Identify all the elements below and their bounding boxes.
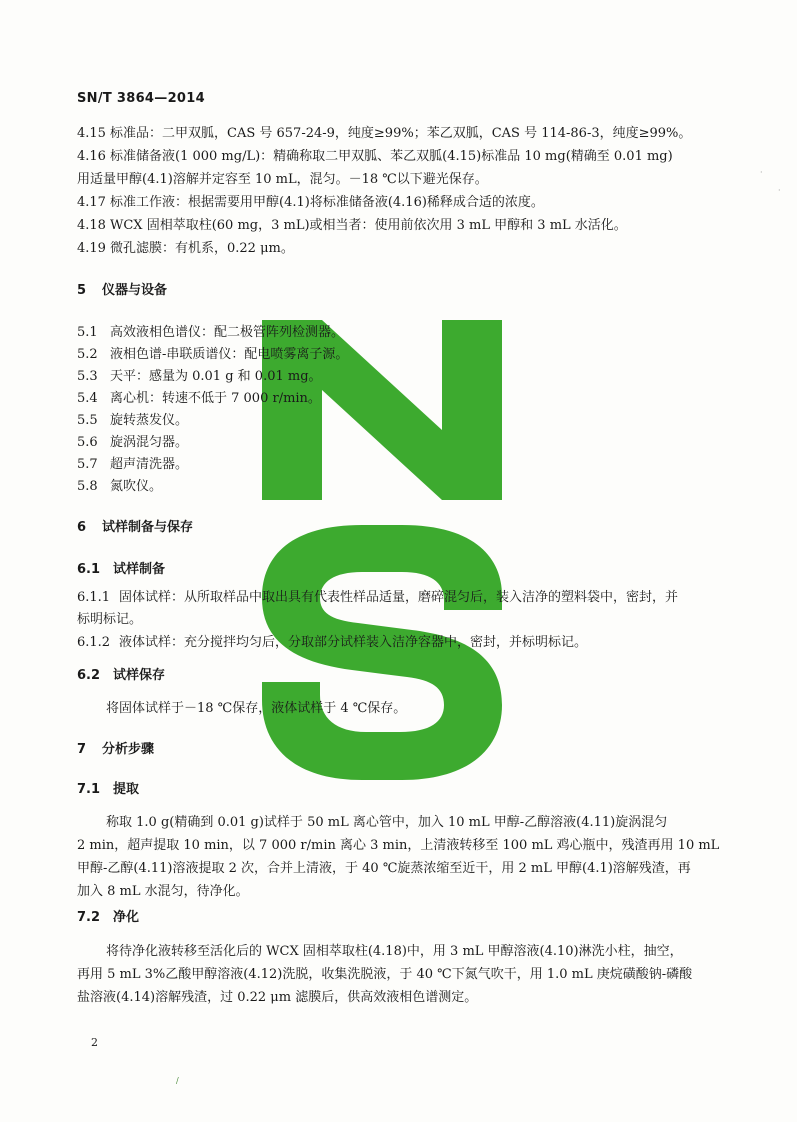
item-4-18 [77, 218, 627, 234]
scan-speck: · [760, 168, 763, 177]
item-text: 天平：感量为 0.01 g 和 0.01 mg。 [110, 369, 322, 384]
cleanup-line-2: 再用 5 mL 3%乙酸甲醇溶液(4.12)洗脱，收集洗脱液，于 40 ℃下氮气吹干，用 1.0 mL 庚烷磺酸钠-磷酸 [77, 967, 693, 982]
item-5-5 [77, 413, 188, 429]
item-5-2 [77, 347, 348, 363]
subsection-number: 6.1 [77, 562, 101, 577]
item-text: 微孔滤膜：有机系，0.22 μm。 [110, 241, 294, 256]
item-number: 5.1 [77, 325, 98, 340]
item-number: 4.18 [77, 218, 106, 233]
item-4-15 [77, 126, 691, 142]
item-text: 高效液相色谱仪：配二极管阵列检测器。 [110, 325, 345, 340]
item-number: 6.1.1 [77, 590, 111, 605]
item-text: 超声清洗器。 [110, 457, 189, 472]
item-text: 固体试样：从所取样品中取出具有代表性样品适量，磨碎混匀后，装入洁净的塑料袋中，密封，并 [119, 590, 679, 605]
subsection-title: 提取 [113, 782, 140, 797]
item-text: 旋涡混匀器。 [110, 435, 189, 450]
item-number: 4.17 [77, 195, 106, 210]
item-4-17 [77, 195, 544, 211]
section-number: 6 [77, 520, 87, 535]
subsection-title: 净化 [113, 910, 140, 925]
item-5-8 [77, 479, 162, 495]
item-number: 4.16 [77, 149, 106, 164]
item-text: 液体试样：充分搅拌均匀后，分取部分试样装入洁净容器中，密封，并标明标记。 [119, 635, 588, 650]
item-5-4 [77, 391, 321, 407]
item-5-7 [77, 457, 188, 473]
extract-line-1: 称取 1.0 g(精确到 0.01 g)试样于 50 mL 离心管中，加入 10 mL 甲醇-乙醇溶液(4.11)旋涡混匀 [106, 815, 668, 830]
item-6-1-1-continued: 标明标记。 [77, 612, 143, 627]
scan-speck: / [176, 1076, 179, 1085]
section-number: 7 [77, 742, 87, 757]
item-text: 氮吹仪。 [110, 479, 163, 494]
item-4-16 [77, 149, 673, 165]
extract-line-4: 加入 8 mL 水混匀，待净化。 [77, 884, 249, 899]
subsection-6-1-heading [77, 562, 165, 578]
item-number: 5.2 [77, 347, 98, 362]
cleanup-line-3: 盐溶液(4.14)溶解残渣，过 0.22 μm 滤膜后，供高效液相色谱测定。 [77, 990, 478, 1005]
item-4-19 [77, 241, 294, 257]
subsection-title: 试样制备 [113, 562, 166, 577]
section-title: 仪器与设备 [102, 283, 168, 298]
extract-line-2: 2 min，超声提取 10 min，以 7 000 r/min 离心 3 min，上清液转移至 100 mL 鸡心瓶中，残渣再用 10 mL [77, 838, 720, 853]
storage-paragraph: 将固体试样于－18 ℃保存，液体试样于 4 ℃保存。 [106, 701, 407, 716]
item-number: 5.7 [77, 457, 98, 472]
item-6-1-1 [77, 590, 678, 606]
document-standard-id: SN/T 3864—2014 [77, 91, 205, 106]
section-7-heading [77, 742, 154, 758]
item-5-3 [77, 369, 322, 385]
section-5-heading [77, 283, 167, 299]
item-number: 5.3 [77, 369, 98, 384]
item-text: 旋转蒸发仪。 [110, 413, 189, 428]
item-6-1-2 [77, 635, 587, 651]
item-number: 6.1.2 [77, 635, 111, 650]
item-number: 4.15 [77, 126, 106, 141]
subsection-number: 6.2 [77, 668, 101, 683]
section-title: 分析步骤 [102, 742, 155, 757]
item-5-1 [77, 325, 344, 341]
item-number: 4.19 [77, 241, 106, 256]
item-text: 标准工作液：根据需要用甲醇(4.1)将标准储备液(4.16)稀释成合适的浓度。 [110, 195, 544, 210]
extract-line-3: 甲醇-乙醇(4.11)溶液提取 2 次，合并上清液，于 40 ℃旋蒸浓缩至近干，用 2 mL 甲醇(4.1)溶解残渣，再 [77, 861, 691, 876]
scan-speck: · [778, 186, 781, 195]
subsection-title: 试样保存 [113, 668, 166, 683]
subsection-number: 7.2 [77, 910, 101, 925]
item-text: WCX 固相萃取柱(60 mg，3 mL)或相当者：使用前依次用 3 mL 甲醇和 3 mL 水活化。 [110, 218, 627, 233]
item-text: 液相色谱-串联质谱仪：配电喷雾离子源。 [110, 347, 349, 362]
watermark-s-shape [262, 525, 502, 780]
subsection-7-2-heading [77, 910, 139, 926]
item-5-6 [77, 435, 188, 451]
item-number: 5.4 [77, 391, 98, 406]
item-text: 标准品：二甲双胍，CAS 号 657-24-9，纯度≥99%；苯乙双胍，CAS 号 114-86-3，纯度≥99%。 [110, 126, 692, 141]
item-text: 标准储备液(1 000 mg/L)：精确称取二甲双胍、苯乙双胍(4.15)标准品 10 mg(精确至 0.01 mg) [110, 149, 673, 164]
subsection-7-1-heading [77, 782, 139, 798]
cleanup-line-1: 将待净化液转移至活化后的 WCX 固相萃取柱(4.18)中，用 3 mL 甲醇溶液(4.10)淋洗小柱，抽空， [106, 944, 683, 959]
item-number: 5.6 [77, 435, 98, 450]
item-text: 离心机：转速不低于 7 000 r/min。 [110, 391, 321, 406]
subsection-number: 7.1 [77, 782, 101, 797]
section-number: 5 [77, 283, 87, 298]
item-number: 5.8 [77, 479, 98, 494]
page-number: 2 [91, 1036, 98, 1049]
section-6-heading [77, 520, 193, 536]
subsection-6-2-heading [77, 668, 165, 684]
section-title: 试样制备与保存 [102, 520, 194, 535]
item-4-16-continued: 用适量甲醇(4.1)溶解并定容至 10 mL，混匀。－18 ℃以下避光保存。 [77, 172, 488, 187]
item-number: 5.5 [77, 413, 98, 428]
